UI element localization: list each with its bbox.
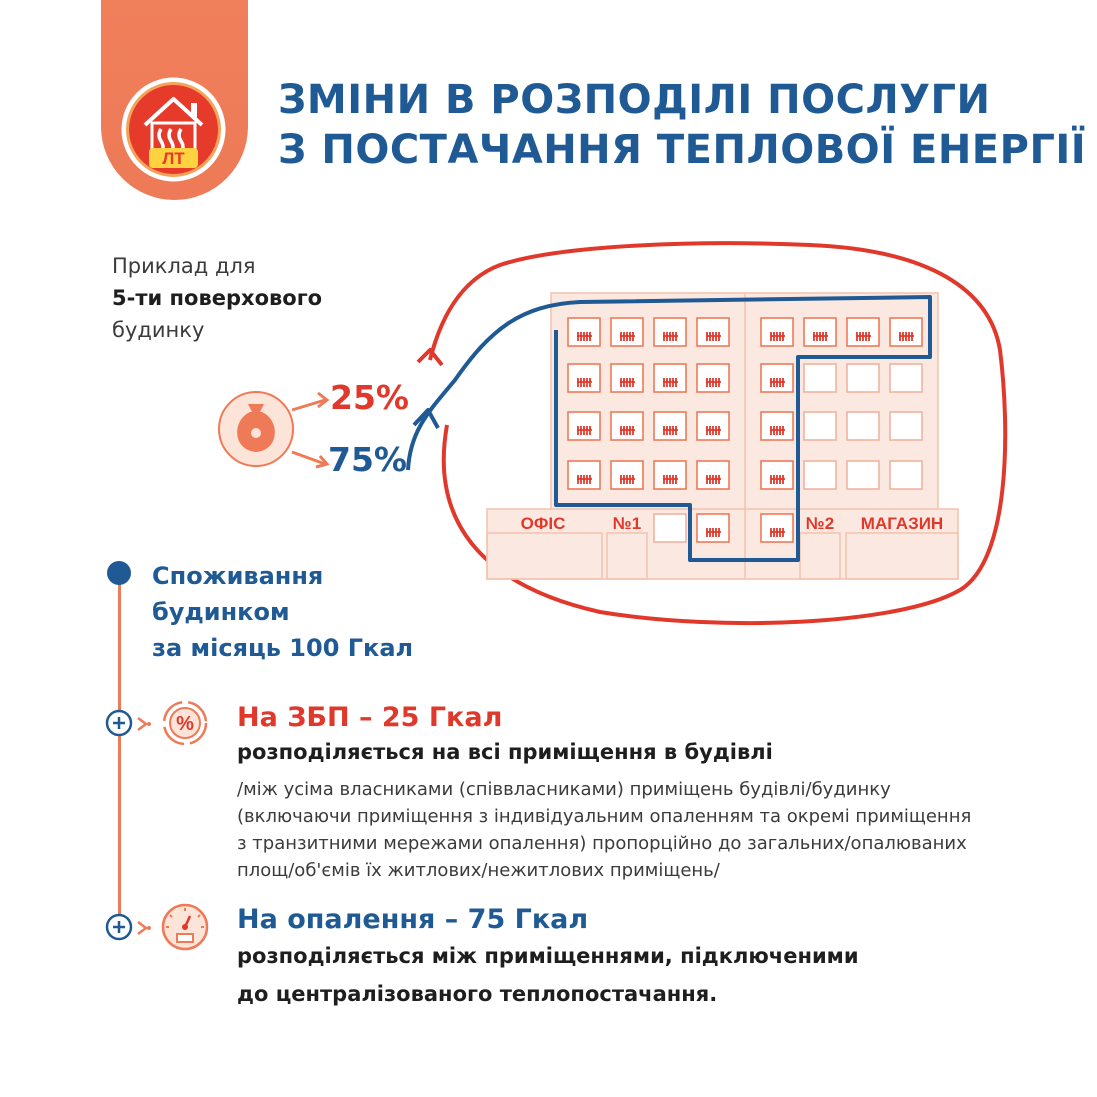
chevron-right-icon [134,714,154,734]
heating-subheading [237,937,859,1013]
percent-icon [160,698,210,748]
plus-icon [104,708,134,738]
house-radiator-logo-icon [119,75,228,184]
timeline-line [118,580,121,925]
shop-label-office: ОФІС [520,514,566,533]
money-bag-icon [219,392,293,466]
zbp-heading: На ЗБП – 25 Гкал [237,702,503,733]
heating-heading: На опалення – 75 Гкал [237,904,589,935]
title-line-2: З ПОСТАЧАННЯ ТЕПЛОВОЇ ЕНЕРГІЇ [278,127,1087,173]
plus-icon [104,912,134,942]
shop-label-no2: №2 [805,514,835,533]
heat-meter-icon [160,902,210,952]
example-line-2: 5-ти поверхового [112,286,323,310]
consumption-line-2: будинком [152,598,290,626]
zbp-subheading: розподіляється на всі приміщення в будівлі [237,740,773,764]
shop-label-shop: МАГАЗИН [860,514,944,533]
heating-sub-line-1: розподіляється між приміщеннями, підключеними [237,944,859,968]
example-line-1: Приклад для [112,254,256,278]
zbp-note-line-1: /між усіма власниками (співвласниками) приміщень будівлі/будинку [237,779,891,800]
shop-label-no1: №1 [612,514,642,533]
svg-text:%: % [176,713,194,735]
consumption-line-3: за місяць 100 Гкал [152,634,414,662]
page-title [278,75,1086,175]
heating-sub-line-2: до централізованого теплопостачання. [237,982,718,1006]
title-line-1: ЗМІНИ В РОЗПОДІЛІ ПОСЛУГИ [278,77,991,123]
timeline-dot [107,561,131,585]
example-line-3: будинку [112,318,205,342]
consumption-summary [152,558,413,666]
zbp-percent: 25% [330,378,409,417]
zbp-note-line-3: з транзитними мережами опалення) пропорційно до загальних/опалюваних [237,833,967,854]
chevron-right-icon [134,918,154,938]
zbp-note [237,776,1057,884]
logo-text: ЛТ [162,149,185,168]
zbp-note-line-4: площ/об'ємів їх житлових/нежитлових приміщень/ [237,860,720,881]
zbp-note-line-2: (включаючи приміщення з індивідуальним опаленням та окремі приміщення [237,806,972,827]
consumption-line-1: Споживання [152,562,324,590]
heating-percent: 75% [328,440,407,479]
